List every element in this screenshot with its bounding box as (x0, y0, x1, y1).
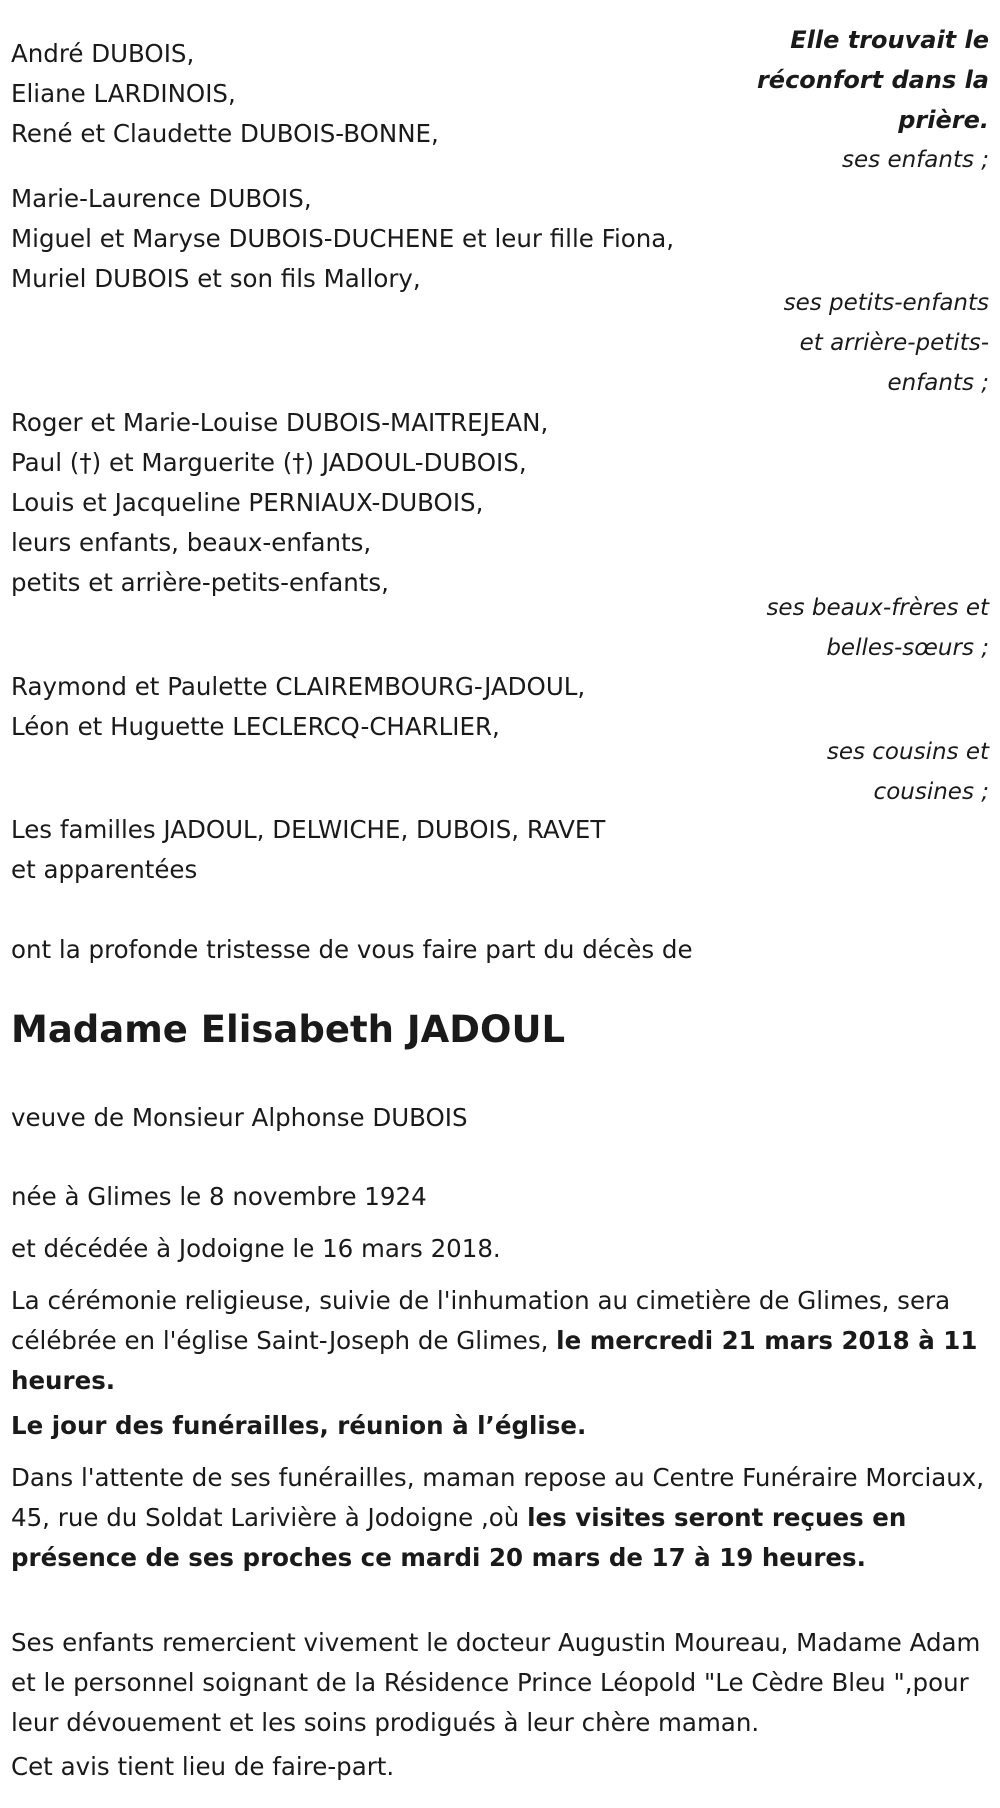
inlaws-name-5: petits et arrière-petits-enfants, (11, 568, 389, 597)
grandchildren-label-1: ses petits-enfants (783, 290, 989, 316)
cousins-label-1: ses cousins et (826, 739, 989, 765)
inlaws-name-3: Louis et Jacqueline PERNIAUX-DUBOIS, (11, 488, 484, 517)
grandchildren-name-3: Muriel DUBOIS et son fils Mallory, (11, 264, 421, 293)
announcement-text: ont la profonde tristesse de vous faire part du décès de (11, 935, 693, 964)
visits-paragraph (11, 1458, 991, 1578)
inlaws-name-2: Paul (†) et Marguerite (†) JADOUL-DUBOIS, (11, 448, 527, 477)
families-line-1: Les familles JADOUL, DELWICHE, DUBOIS, RAVET (11, 815, 606, 844)
children-name-1: André DUBOIS, (11, 39, 195, 68)
inlaws-label-1: ses beaux-frères et (766, 595, 989, 621)
death-text: et décédée à Jodoigne le 16 mars 2018. (11, 1234, 501, 1263)
ceremony-paragraph (11, 1281, 991, 1401)
cousins-name-2: Léon et Huguette LECLERCQ-CHARLIER, (11, 712, 500, 741)
grandchildren-label-2: et arrière-petits- (799, 330, 989, 356)
birth-text: née à Glimes le 8 novembre 1924 (11, 1182, 427, 1211)
families-line-2: et apparentées (11, 855, 198, 884)
inlaws-label-2: belles-sœurs ; (826, 635, 989, 661)
visits-bold: les visites seront reçues en présence de ses proches ce mardi 20 mars de 17 à 19 heures. (11, 1503, 907, 1572)
thanks-paragraph: Ses enfants remercient vivement le docteur Augustin Moureau, Madame Adam et le personnel soignant de la Résidence Prince Léopold "Le Cèdre Bleu ",pour leur dévouement et les soins prodigués à leur chère maman. (11, 1628, 981, 1737)
children-name-3: René et Claudette DUBOIS-BONNE, (11, 119, 439, 148)
visits-text: Dans l'attente de ses funérailles, maman repose au Centre Funéraire Morciaux, 45, rue du Soldat Larivière à Jodoigne ,où (11, 1463, 985, 1532)
inlaws-name-1: Roger et Marie-Louise DUBOIS-MAITREJEAN, (11, 408, 549, 437)
epigraph-line-1: Elle trouvait le (790, 26, 989, 54)
ceremony-text: La cérémonie religieuse, suivie de l'inhumation au cimetière de Glimes, sera célébrée en l'église Saint-Joseph de Glimes, (11, 1286, 951, 1355)
grandchildren-name-1: Marie-Laurence DUBOIS, (11, 184, 312, 213)
epigraph-line-2: réconfort dans la (756, 66, 989, 94)
widow-of-text: veuve de Monsieur Alphonse DUBOIS (11, 1103, 468, 1132)
cousins-label-2: cousines ; (873, 779, 989, 805)
epigraph-line-3: prière. (898, 106, 989, 134)
meeting-bold: Le jour des funérailles, réunion à l’église. (11, 1411, 587, 1440)
ceremony-date-bold: le mercredi 21 mars 2018 à 11 heures. (11, 1326, 978, 1395)
cousins-name-1: Raymond et Paulette CLAIREMBOURG-JADOUL, (11, 672, 586, 701)
grandchildren-name-2: Miguel et Maryse DUBOIS-DUCHENE et leur fille Fiona, (11, 224, 675, 253)
inlaws-name-4: leurs enfants, beaux-enfants, (11, 528, 372, 557)
children-name-2: Eliane LARDINOIS, (11, 79, 236, 108)
children-label: ses enfants ; (842, 147, 989, 173)
closing-text: Cet avis tient lieu de faire-part. (11, 1752, 395, 1781)
grandchildren-label-3: enfants ; (887, 370, 989, 396)
meeting-text (11, 1406, 586, 1446)
deceased-name: Madame Elisabeth JADOUL (11, 1008, 566, 1051)
